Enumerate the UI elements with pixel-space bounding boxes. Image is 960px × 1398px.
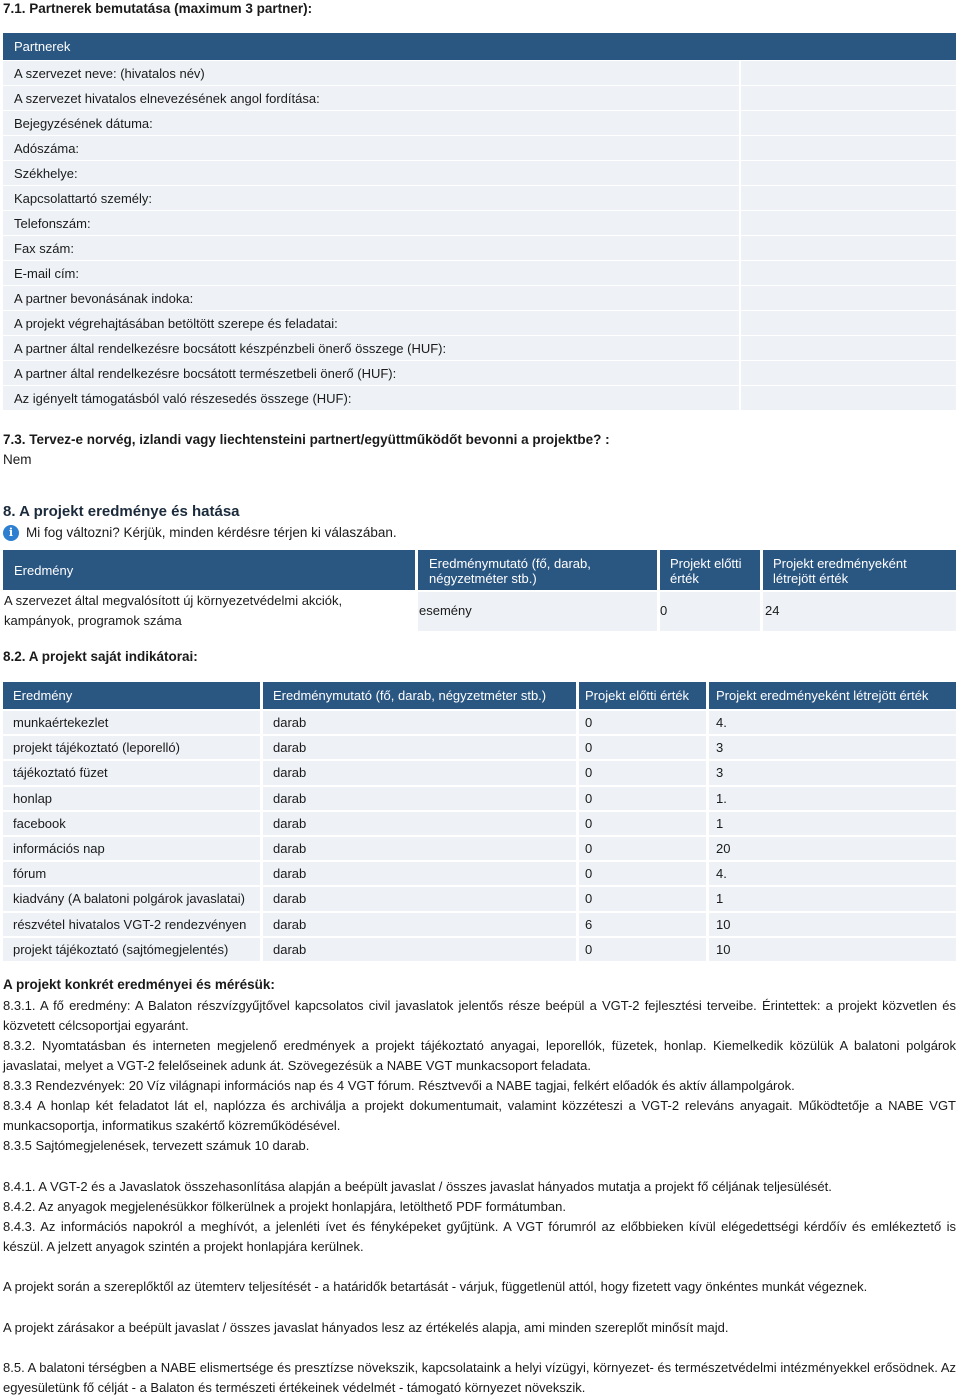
partner-row-value xyxy=(739,60,956,85)
indicator-cell-text: 0 xyxy=(585,891,593,907)
results-header-after: Projekt eredményeként létrejött érték xyxy=(763,550,956,590)
indicator-cell-text: darab xyxy=(273,941,307,957)
indicator-cell-text: 1. xyxy=(716,790,727,806)
section-8-2-heading: 8.2. A projekt saját indikátorai: xyxy=(3,649,198,664)
table-row xyxy=(3,911,956,936)
indicator-cell-indicator xyxy=(263,761,576,784)
indicator-cell-result xyxy=(3,837,260,860)
partner-row-label: Az igényelt támogatásból való részesedés összege (HUF): xyxy=(3,385,739,410)
section-7-1-heading: 7.1. Partnerek bemutatása (maximum 3 partner): xyxy=(3,1,313,16)
results-row-result: A szervezet által megvalósított új környezetvédelmi akciók, kampányok, programok száma xyxy=(4,593,343,628)
indicator-cell-result xyxy=(3,711,260,734)
indicator-cell-result xyxy=(3,913,260,936)
indicator-cell-text: darab xyxy=(273,866,307,882)
indicator-cell-indicator xyxy=(263,837,576,860)
indicator-cell-before xyxy=(579,913,706,936)
indicator-cell-result xyxy=(3,761,260,784)
indicator-cell-after xyxy=(709,862,956,885)
indicator-cell-text: 1 xyxy=(716,815,724,831)
partner-row xyxy=(3,360,956,385)
paragraph-8-3-4: 8.3.4 A honlap két feladatot lát el, naplózza és archiválja a projekt dokumentumait, valamint közzéteszi a VGT-2 releváns anyagait. Működtetője a NABE VGT munkacsoportja, informatikus szakértő közreműködésével. xyxy=(3,1098,956,1133)
indicator-cell-text: projekt tájékoztató (leporelló) xyxy=(13,740,180,756)
indicator-cell-indicator xyxy=(263,787,576,810)
partner-row-value xyxy=(739,185,956,210)
indicator-cell-before xyxy=(579,787,706,810)
partner-row-value xyxy=(739,335,956,360)
indicator-cell-text: darab xyxy=(273,790,307,806)
partner-row-label: E-mail cím: xyxy=(3,260,739,285)
indicator-cell-text: 6 xyxy=(585,916,593,932)
indicator-cell-text: darab xyxy=(273,841,307,856)
partner-row-label: Székhelye: xyxy=(3,160,739,185)
indicator-cell-text: darab xyxy=(273,715,307,730)
info-icon: i xyxy=(3,525,19,541)
indicator-cell-text: információs nap xyxy=(13,841,105,856)
partners-table-body xyxy=(3,60,956,410)
indicator-cell-text: 1 xyxy=(716,891,724,907)
partner-row-label: Bejegyzésének dátuma: xyxy=(3,110,739,135)
indicator-cell-after xyxy=(709,913,956,936)
indicator-cell-result xyxy=(3,787,260,810)
indicator-cell-result xyxy=(3,812,260,835)
table-row xyxy=(3,860,956,885)
indicator-cell-after xyxy=(709,812,956,835)
partner-row xyxy=(3,260,956,285)
results-header-indicator: Eredménymutató (fő, darab, négyzetméter stb.) xyxy=(418,550,657,590)
partner-row-value xyxy=(739,285,956,310)
indicator-cell-after xyxy=(709,938,956,961)
paragraph-8-3-1: 8.3.1. A fő eredmény: A Balaton részvízgyűjtővel kapcsolatos civil javaslatok jelentős része beépül a VGT-2 fejlesztési terveibe. Érintettek: a projekt közvetlen és közvetett célcsoportjai egyaránt. xyxy=(3,998,956,1033)
partner-row xyxy=(3,160,956,185)
indicator-cell-before xyxy=(579,837,706,860)
partner-row xyxy=(3,235,956,260)
indicator-cell-text: 0 xyxy=(585,941,593,957)
partner-row-label: A partner bevonásának indoka: xyxy=(3,285,739,310)
partner-row xyxy=(3,285,956,310)
indicator-cell-text: darab xyxy=(273,815,307,831)
partner-row-value xyxy=(739,260,956,285)
indicator-cell-after xyxy=(709,837,956,860)
results-table xyxy=(3,550,956,631)
partner-row-value xyxy=(739,235,956,260)
indicator-cell-before xyxy=(579,862,706,885)
indicator-cell-text: 10 xyxy=(716,916,731,932)
indicator-cell-text: 3 xyxy=(716,765,724,781)
indicators-header-before: Projekt előtti érték xyxy=(579,682,706,709)
indicator-cell-text: 0 xyxy=(585,866,593,882)
partner-row xyxy=(3,60,956,85)
table-row xyxy=(3,709,956,734)
indicator-cell-text: munkaértekezlet xyxy=(13,715,109,730)
indicator-cell-before xyxy=(579,887,706,910)
partner-row-value xyxy=(739,210,956,235)
indicator-cell-after xyxy=(709,711,956,734)
indicator-cell-result xyxy=(3,887,260,910)
indicator-cell-before xyxy=(579,761,706,784)
table-row xyxy=(3,759,956,784)
partner-row-label: Telefonszám: xyxy=(3,210,739,235)
indicator-cell-text: 4. xyxy=(716,866,727,882)
partner-row-value xyxy=(739,385,956,410)
indicator-cell-indicator xyxy=(263,938,576,961)
indicator-cell-text: 3 xyxy=(716,740,724,756)
indicator-cell-before xyxy=(579,812,706,835)
partner-row xyxy=(3,85,956,110)
table-row xyxy=(3,936,956,961)
indicator-cell-indicator xyxy=(263,913,576,936)
partner-row-value xyxy=(739,310,956,335)
indicator-cell-indicator xyxy=(263,887,576,910)
partner-row xyxy=(3,185,956,210)
partner-row xyxy=(3,110,956,135)
partner-row-value xyxy=(739,135,956,160)
indicators-header-result: Eredmény xyxy=(3,682,260,709)
indicator-cell-text: 20 xyxy=(716,841,731,856)
indicator-cell-result xyxy=(3,736,260,759)
indicator-cell-text: facebook xyxy=(13,815,66,831)
paragraph-8-5: 8.5. A balatoni térségben a NABE elismertsége és presztízse növekszik, kapcsolataink a helyi vízügyi, környezet- és természetvédelmi intézményekkel erősödnek. Az egyesületünk fő célját - a Balaton és természeti értékeinek védelmét - támogató környezet növekszik. xyxy=(3,1360,956,1395)
table-row xyxy=(3,835,956,860)
indicator-cell-text: 0 xyxy=(585,841,593,856)
indicator-cell-after xyxy=(709,887,956,910)
indicator-cell-text: darab xyxy=(273,765,307,781)
indicator-cell-text: darab xyxy=(273,916,307,932)
indicator-cell-text: 0 xyxy=(585,740,593,756)
paragraph-8-4-2: 8.4.2. Az anyagok megjelenésükkor fölkerülnek a projekt honlapjára, letölthető PDF formátumban. xyxy=(3,1199,566,1214)
results-row-indicator: esemény xyxy=(418,592,657,631)
partner-row xyxy=(3,310,956,335)
indicator-cell-text: fórum xyxy=(13,866,47,882)
indicator-cell-text: 4. xyxy=(716,715,727,730)
indicator-cell-result xyxy=(3,938,260,961)
indicator-cell-after xyxy=(709,787,956,810)
indicator-cell-result xyxy=(3,862,260,885)
results-heading: A projekt konkrét eredményei és mérésük: xyxy=(3,977,275,992)
indicator-cell-before xyxy=(579,736,706,759)
indicator-cell-text: tájékoztató füzet xyxy=(13,765,108,781)
partner-row-label: A partner által rendelkezésre bocsátott természetbeli önerő (HUF): xyxy=(3,360,739,385)
partner-row xyxy=(3,135,956,160)
paragraph-closing: A projekt zárásakor a beépült javaslat / összes javaslat hányados lesz az értékelés alapja, ami minden szereplőt minősít majd. xyxy=(3,1320,729,1335)
partner-row-value xyxy=(739,360,956,385)
indicator-cell-before xyxy=(579,711,706,734)
indicator-cell-after xyxy=(709,761,956,784)
partner-row xyxy=(3,210,956,235)
section-8-info-text: Mi fog változni? Kérjük, minden kérdésre térjen ki válaszában. xyxy=(26,525,397,540)
partners-table xyxy=(3,33,956,410)
paragraph-8-3-5: 8.3.5 Sajtómegjelenések, tervezett számuk 10 darab. xyxy=(3,1138,310,1153)
indicator-cell-text: 0 xyxy=(585,765,593,781)
indicators-header-after: Projekt eredményeként létrejött érték xyxy=(709,682,956,709)
indicator-cell-text: 0 xyxy=(585,715,593,730)
table-row xyxy=(3,785,956,810)
partner-row-label: Adószáma: xyxy=(3,135,739,160)
partner-row-label: Fax szám: xyxy=(3,235,739,260)
indicator-cell-text: darab xyxy=(273,740,307,756)
indicator-cell-indicator xyxy=(263,862,576,885)
indicator-cell-text: honlap xyxy=(13,790,53,806)
paragraph-8-4-3: 8.4.3. Az információs napokról a meghívót, a jelenléti ívet és fényképeket gyűjtünk. A VGT fórumról az előbbieken kívül elégedettségi kérdőív és emlékeztető is készül. A jelzett anyagok szintén a projekt honlapjára kerülnek. xyxy=(3,1219,956,1254)
partner-row-label: Kapcsolattartó személy: xyxy=(3,185,739,210)
partner-row xyxy=(3,335,956,360)
partner-row-value xyxy=(739,160,956,185)
section-8-title: 8. A projekt eredménye és hatása xyxy=(3,503,240,520)
paragraph-expectations: A projekt során a szereplőktől az ütemterv teljesítését - a határidők betartását - várjuk, függetlenül attól, hogy fizetett vagy önkéntes munkát végeznek. xyxy=(3,1279,868,1294)
paragraph-8-4-1: 8.4.1. A VGT-2 és a Javaslatok összehasonlítása alapján a beépült javaslat / összes javaslat hányados mutatja a projekt fő céljának teljesülését. xyxy=(3,1179,832,1194)
section-7-3-answer: Nem xyxy=(3,452,32,467)
indicator-cell-before xyxy=(579,938,706,961)
results-header-before: Projekt előtti érték xyxy=(660,550,760,590)
indicator-cell-text: 10 xyxy=(716,941,731,957)
indicators-header-indicator: Eredménymutató (fő, darab, négyzetméter stb.) xyxy=(263,682,576,709)
indicator-cell-indicator xyxy=(263,812,576,835)
results-row-before: 0 xyxy=(660,592,760,631)
table-row xyxy=(3,885,956,910)
table-row xyxy=(3,734,956,759)
indicator-cell-text: darab xyxy=(273,891,307,907)
results-header-result: Eredmény xyxy=(3,550,415,590)
indicator-cell-text: 0 xyxy=(585,815,593,831)
partner-row-label: A szervezet hivatalos elnevezésének angol fordítása: xyxy=(3,85,739,110)
indicator-cell-indicator xyxy=(263,736,576,759)
partner-row-label: A szervezet neve: (hivatalos név) xyxy=(3,60,739,85)
indicator-cell-indicator xyxy=(263,711,576,734)
indicator-cell-text: részvétel hivatalos VGT-2 rendezvényen xyxy=(13,916,247,932)
results-row-after: 24 xyxy=(763,592,956,631)
partner-row-label: A partner által rendelkezésre bocsátott készpénzbeli önerő összege (HUF): xyxy=(3,335,739,360)
partners-table-header: Partnerek xyxy=(3,33,956,60)
partner-row-value xyxy=(739,110,956,135)
partner-row xyxy=(3,385,956,410)
paragraph-8-3-2: 8.3.2. Nyomtatásban és interneten megjelenő eredmények a projekt tájékoztató anyagai, leporellók, füzetek, honlap. Kiemelkedik közülük A balatoni polgárok javaslatai, melyet a VGT-2 felelőseinek adunk át. Szövegezésük a NABE VGT munkacsoport feladata. xyxy=(3,1038,956,1073)
partner-row-label: A projekt végrehajtásában betöltött szerepe és feladatai: xyxy=(3,310,739,335)
section-7-3-question: 7.3. Tervez-e norvég, izlandi vagy liechtensteini partnert/együttműködőt bevonni a projektbe? : xyxy=(3,432,610,447)
partner-row-value xyxy=(739,85,956,110)
paragraph-8-3-3: 8.3.3 Rendezvények: 20 Víz világnapi információs nap és 4 VGT fórum. Résztvevői a NABE tagjai, felkért előadók és aktív állampolgárok. xyxy=(3,1078,795,1093)
indicator-cell-text: projekt tájékoztató (sajtómegjelentés) xyxy=(13,941,229,957)
indicator-cell-after xyxy=(709,736,956,759)
indicator-cell-text: kiadvány (A balatoni polgárok javaslatai) xyxy=(13,891,245,907)
table-row xyxy=(3,810,956,835)
indicator-cell-text: 0 xyxy=(585,790,593,806)
